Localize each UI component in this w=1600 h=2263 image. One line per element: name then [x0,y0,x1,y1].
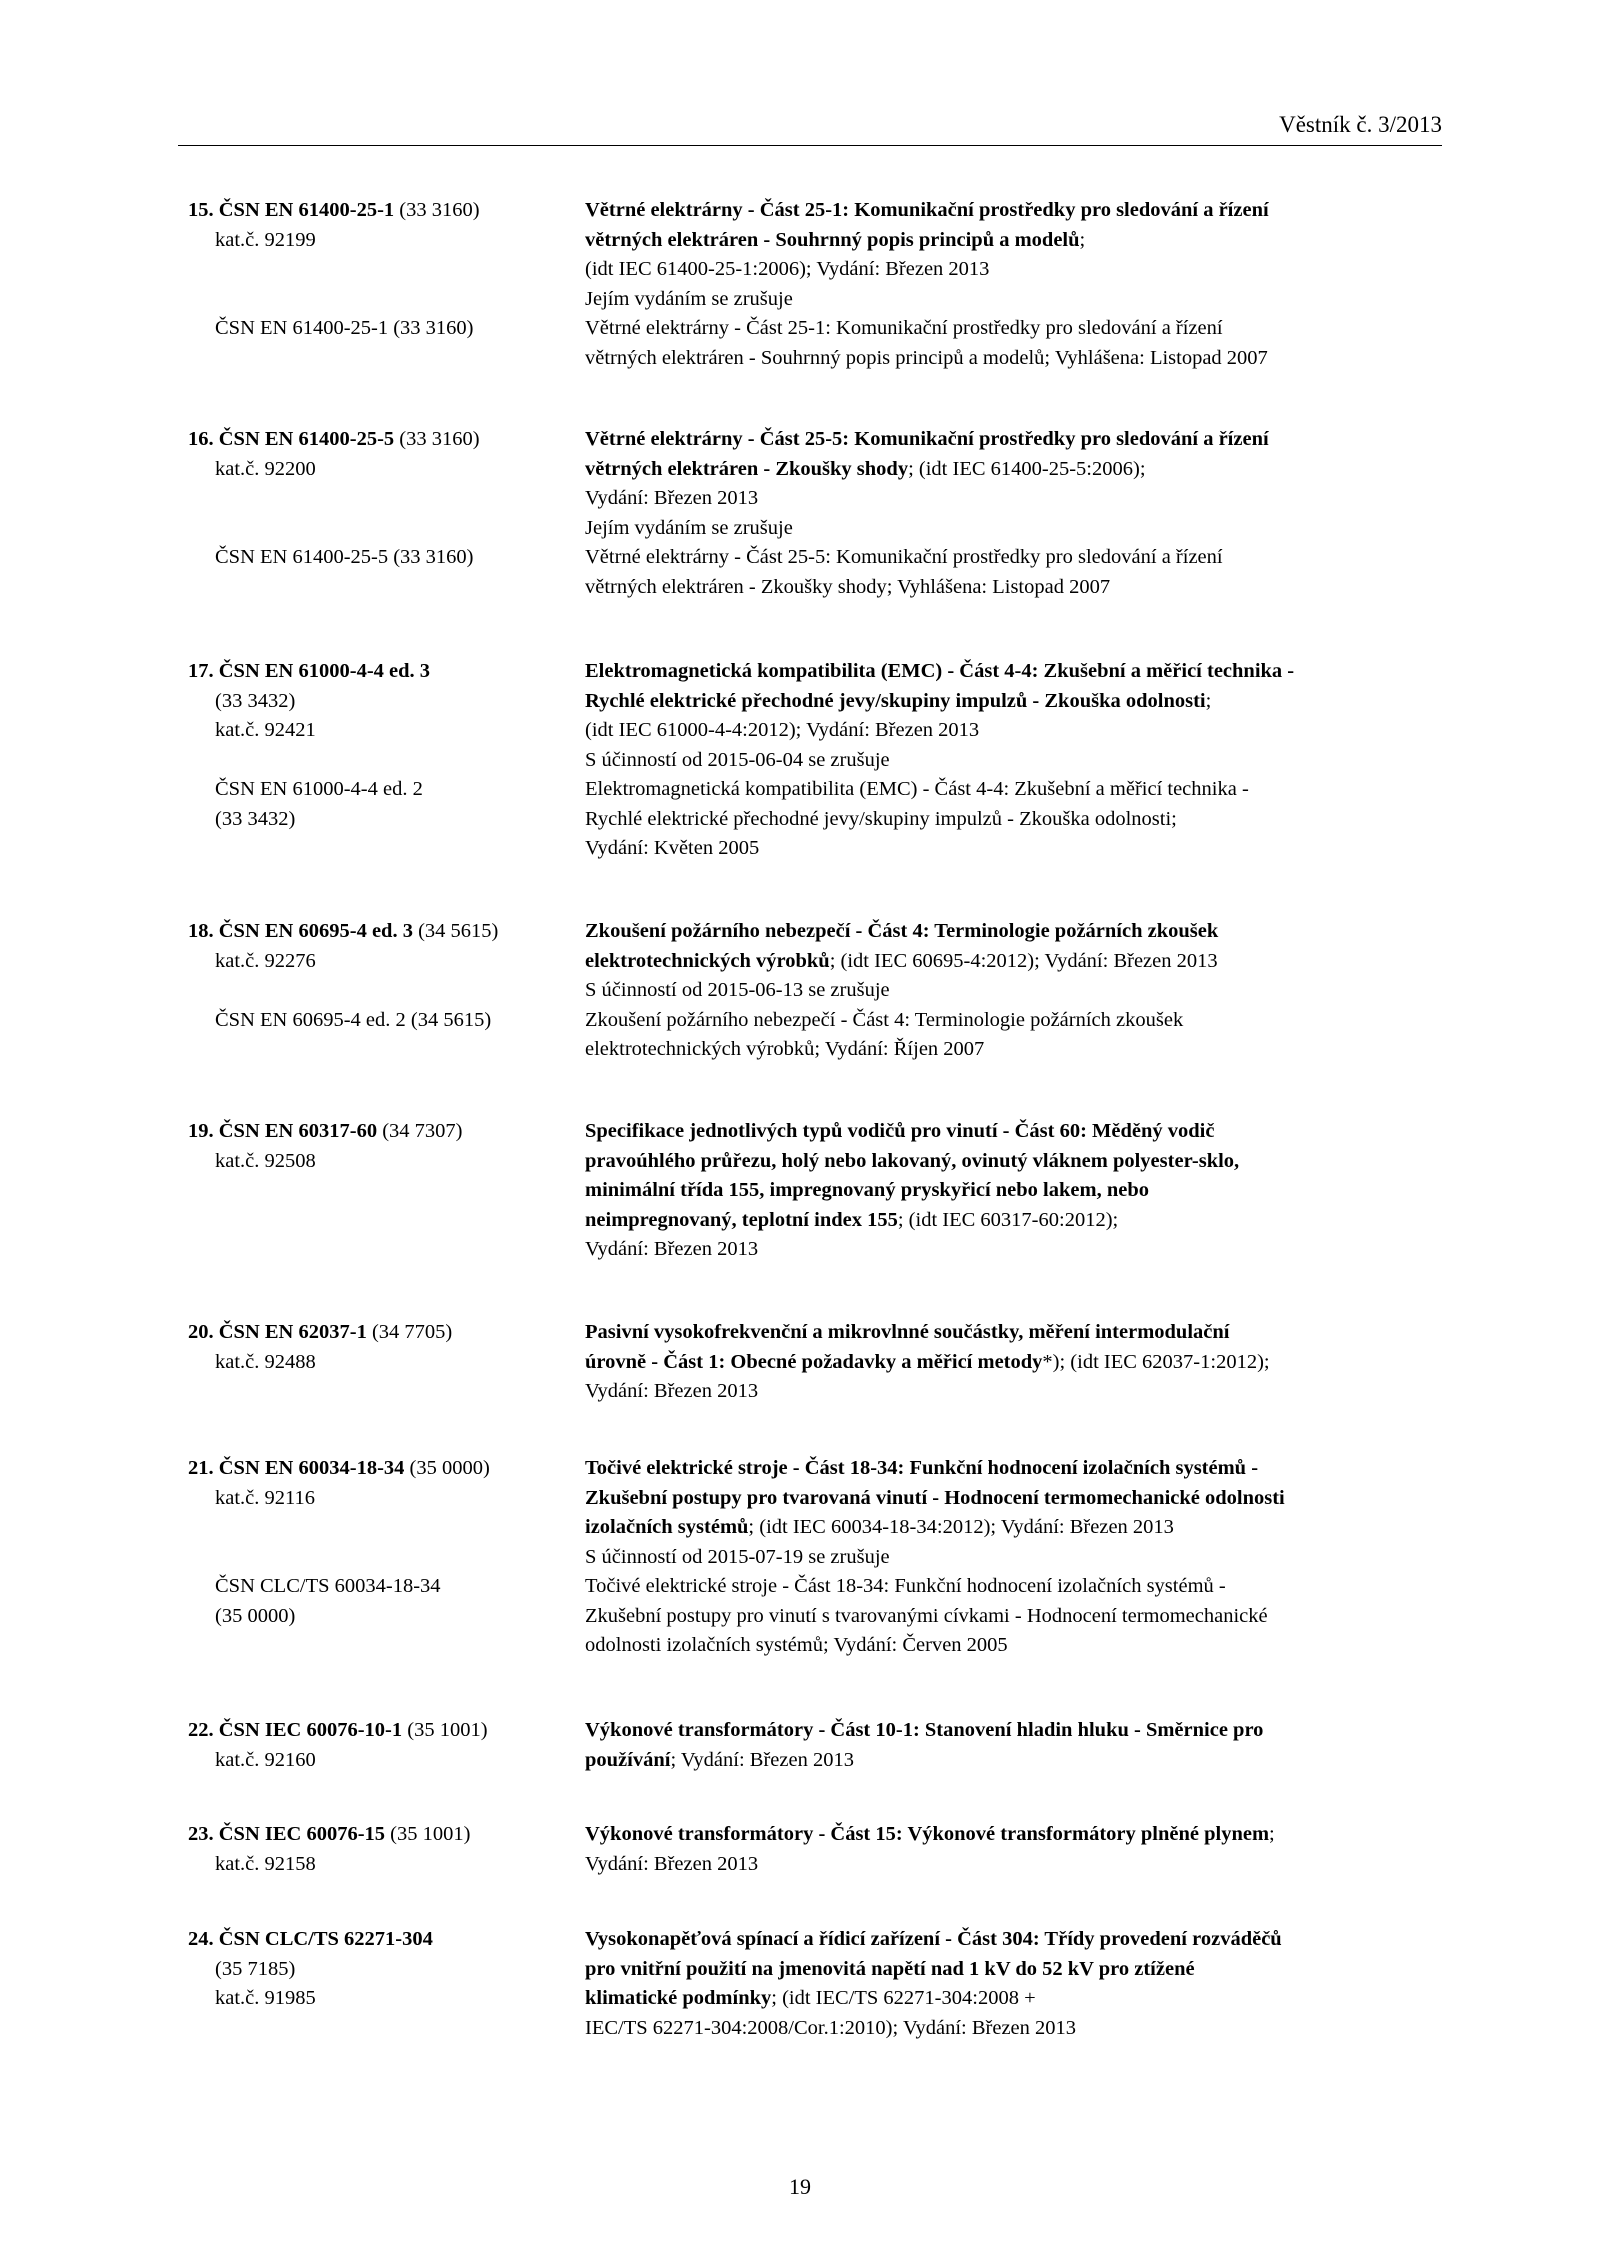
entry-number: 19. [188,1120,214,1142]
standard-identifier [188,917,578,1035]
classification-code: (33 3432) [215,689,296,712]
classification-code: (33 3160) [394,199,480,221]
header-divider [178,145,1442,146]
classification-code: (35 0000) [404,1457,490,1479]
title-suffix: ; (idt IEC 60034-18-34:2012); Vydání: Březen 2013 [748,1516,1174,1538]
title-line: Větrné elektrárny - Část 25-5: Komunikační prostředky pro sledování a řízení [585,428,1269,450]
entry-number: 23. [188,1823,214,1845]
publication-info: IEC/TS 62271-304:2008/Cor.1:2010); Vydání: Březen 2013 [585,2016,1077,2039]
catalog-number: kat.č. 92276 [215,949,316,972]
publication-info: Vydání: Březen 2013 [585,1380,759,1402]
standard-title [585,1454,1445,1661]
title-line: Zkušební postupy pro tvarovaná vinutí - Hodnocení termomechanické odolnosti [585,1486,1285,1509]
replaced-standard-title: Vydání: Květen 2005 [585,837,760,859]
replaced-standard-title: Zkoušení požárního nebezpečí - Část 4: Terminologie požárních zkoušek [585,1008,1184,1031]
standard-title [585,425,1445,602]
entry-number: 24. [188,1928,214,1950]
standard-identifier [188,1117,578,1176]
publication-info: Vydání: Březen 2013 [585,487,759,509]
standard-title [585,917,1445,1065]
replaced-standard-title: Větrné elektrárny - Část 25-5: Komunikační prostředky pro sledování a řízení [585,546,1223,568]
publication-info: Vydání: Březen 2013 [585,1852,759,1875]
standard-code: ČSN EN 60034-18-34 [218,1457,405,1479]
publication-info: (idt IEC 61000-4-4:2012); Vydání: Březen 2013 [585,719,980,741]
replaced-standard-title: odolnosti izolačních systémů; Vydání: Červen 2005 [585,1634,1008,1656]
title-suffix: ; (idt IEC 61400-25-5:2006); [908,457,1146,480]
replaced-standard-code: ČSN EN 61000-4-4 ed. 2 [215,778,423,800]
entry-number: 18. [188,920,214,942]
standard-identifier [188,1925,578,2014]
title-line: Točivé elektrické stroje - Část 18-34: Funkční hodnocení izolačních systémů - [585,1457,1259,1479]
title-line: izolačních systémů [585,1516,749,1538]
replacement-note: Jejím vydáním se zrušuje [585,287,793,310]
replaced-standard-title: Rychlé elektrické přechodné jevy/skupiny impulzů - Zkouška odolnosti; [585,807,1177,830]
replaced-standard-title: elektrotechnických výrobků; Vydání: Říjen 2007 [585,1038,985,1060]
replacement-note: S účinností od 2015-06-04 se zrušuje [585,748,890,771]
replaced-standard-code: ČSN EN 61400-25-1 (33 3160) [215,317,474,339]
standard-code: ČSN CLC/TS 62271-304 [218,1928,433,1950]
standard-code: ČSN EN 60695-4 ed. 3 [218,920,413,942]
title-line: Větrné elektrárny - Část 25-1: Komunikační prostředky pro sledování a řízení [585,199,1269,221]
replaced-standard-title: větrných elektráren - Zkoušky shody; Vyhlášena: Listopad 2007 [585,575,1111,598]
publication-info: (idt IEC 61400-25-1:2006); Vydání: Březen 2013 [585,258,990,280]
title-line: používání [585,1748,671,1771]
standard-code: ČSN IEC 60076-10-1 [218,1719,403,1741]
standard-identifier [188,1454,578,1631]
bulletin-header: Věstník č. 3/2013 [1279,112,1442,137]
standard-identifier [188,1318,578,1377]
catalog-number: kat.č. 92488 [215,1350,316,1373]
title-line: klimatické podmínky [585,1987,772,2009]
replacement-note: Jejím vydáním se zrušuje [585,516,793,539]
standard-title [585,1925,1445,2043]
title-line: Výkonové transformátory - Část 10-1: Stanovení hladin hluku - Směrnice pro [585,1719,1264,1741]
standard-code: ČSN EN 61000-4-4 ed. 3 [218,660,431,682]
title-line: Vysokonapěťová spínací a řídicí zařízení - Část 304: Třídy provedení rozváděčů [585,1928,1282,1950]
catalog-number: kat.č. 92116 [215,1486,316,1509]
title-suffix: ; [1205,689,1212,712]
entry-number: 22. [188,1719,214,1741]
standard-identifier [188,1716,578,1775]
entry-number: 15. [188,199,214,221]
replacement-note: S účinností od 2015-06-13 se zrušuje [585,979,890,1001]
title-line: neimpregnovaný, teplotní index 155 [585,1208,898,1231]
classification-code: (34 7307) [377,1120,463,1142]
replaced-standard-title: Větrné elektrárny - Část 25-1: Komunikační prostředky pro sledování a řízení [585,317,1223,339]
page-number: 19 [789,2174,811,2199]
catalog-number: kat.č. 92199 [215,228,316,251]
entry-number: 21. [188,1457,214,1479]
classification-code: (34 7705) [366,1321,453,1343]
standard-title [585,1820,1445,1879]
title-suffix: ; (idt IEC 60317-60:2012); [897,1208,1119,1231]
standard-identifier [188,1820,578,1879]
title-suffix: ; (idt IEC 60695-4:2012); Vydání: Březen 2013 [829,949,1218,972]
replaced-classification-code: (33 3432) [215,807,296,830]
title-line: pravoúhlého průřezu, holý nebo lakovaný, ovinutý vláknem polyester-sklo, [585,1149,1240,1172]
standard-identifier [188,657,578,834]
replaced-standard-title: větrných elektráren - Souhrnný popis principů a modelů; Vyhlášena: Listopad 2007 [585,346,1268,369]
title-suffix: *); (idt IEC 62037-1:2012); [1042,1350,1270,1373]
catalog-number: kat.č. 92158 [215,1852,316,1875]
title-suffix: ; [1269,1823,1275,1845]
replaced-standard-code: ČSN EN 61400-25-5 (33 3160) [215,546,474,568]
classification-code: (35 1001) [402,1719,488,1741]
title-line: Rychlé elektrické přechodné jevy/skupiny impulzů - Zkouška odolnosti [585,689,1206,712]
standard-code: ČSN EN 60317-60 [218,1120,378,1142]
title-line: Specifikace jednotlivých typů vodičů pro vinutí - Část 60: Měděný vodič [585,1120,1215,1142]
catalog-number: kat.č. 92508 [215,1149,316,1172]
standard-code: ČSN EN 62037-1 [218,1321,367,1343]
replaced-standard-title: Točivé elektrické stroje - Část 18-34: Funkční hodnocení izolačních systémů - [585,1575,1226,1597]
replacement-note: S účinností od 2015-07-19 se zrušuje [585,1545,890,1568]
title-suffix: ; Vydání: Březen 2013 [670,1748,854,1771]
replaced-standard-code: ČSN EN 60695-4 ed. 2 (34 5615) [215,1008,492,1031]
title-line: Elektromagnetická kompatibilita (EMC) - Část 4-4: Zkušební a měřicí technika - [585,660,1295,682]
standard-title [585,196,1445,373]
title-line: Pasivní vysokofrekvenční a mikrovlnné součástky, měření intermodulační [585,1321,1230,1343]
title-line: Výkonové transformátory - Část 15: Výkonové transformátory plněné plynem [585,1823,1270,1845]
standard-title [585,1318,1445,1407]
standard-title [585,1117,1445,1265]
replaced-standard-title: Elektromagnetická kompatibilita (EMC) - Část 4-4: Zkušební a měřicí technika - [585,778,1249,800]
classification-code: (33 3160) [394,428,480,450]
title-line: větrných elektráren - Zkoušky shody [585,457,909,480]
standard-code: ČSN EN 61400-25-5 [218,428,395,450]
catalog-number: kat.č. 92160 [215,1748,316,1771]
title-suffix: ; (idt IEC/TS 62271-304:2008 + [771,1987,1036,2009]
entry-number: 17. [188,660,214,682]
catalog-number: kat.č. 92200 [215,457,316,480]
standard-code: ČSN EN 61400-25-1 [218,199,395,221]
publication-info: Vydání: Březen 2013 [585,1238,759,1260]
title-line: minimální třída 155, impregnovaný pryskyřicí nebo lakem, nebo [585,1179,1149,1201]
standard-code: ČSN IEC 60076-15 [218,1823,386,1845]
title-line: větrných elektráren - Souhrnný popis principů a modelů [585,228,1080,251]
catalog-number: kat.č. 91985 [215,1987,316,2009]
standard-title [585,657,1445,864]
classification-code: (35 1001) [385,1823,471,1845]
standard-title [585,1716,1445,1775]
replaced-classification-code: (35 0000) [215,1604,296,1627]
title-line: pro vnitřní použití na jmenovitá napětí nad 1 kV do 52 kV pro ztížené [585,1957,1195,1980]
replaced-standard-code: ČSN CLC/TS 60034-18-34 [215,1575,441,1597]
title-line: elektrotechnických výrobků [585,949,830,972]
entry-number: 20. [188,1321,214,1343]
title-suffix: ; [1079,228,1086,251]
replaced-standard-title: Zkušební postupy pro vinutí s tvarovanými cívkami - Hodnocení termomechanické [585,1604,1268,1627]
catalog-number: kat.č. 92421 [215,719,316,741]
title-line: Zkoušení požárního nebezpečí - Část 4: Terminologie požárních zkoušek [585,920,1219,942]
standard-identifier [188,196,578,344]
title-line: úrovně - Část 1: Obecné požadavky a měřicí metody [585,1350,1043,1373]
standard-identifier [188,425,578,573]
classification-code: (34 5615) [412,920,499,942]
entry-number: 16. [188,428,214,450]
classification-code: (35 7185) [215,1957,296,1980]
